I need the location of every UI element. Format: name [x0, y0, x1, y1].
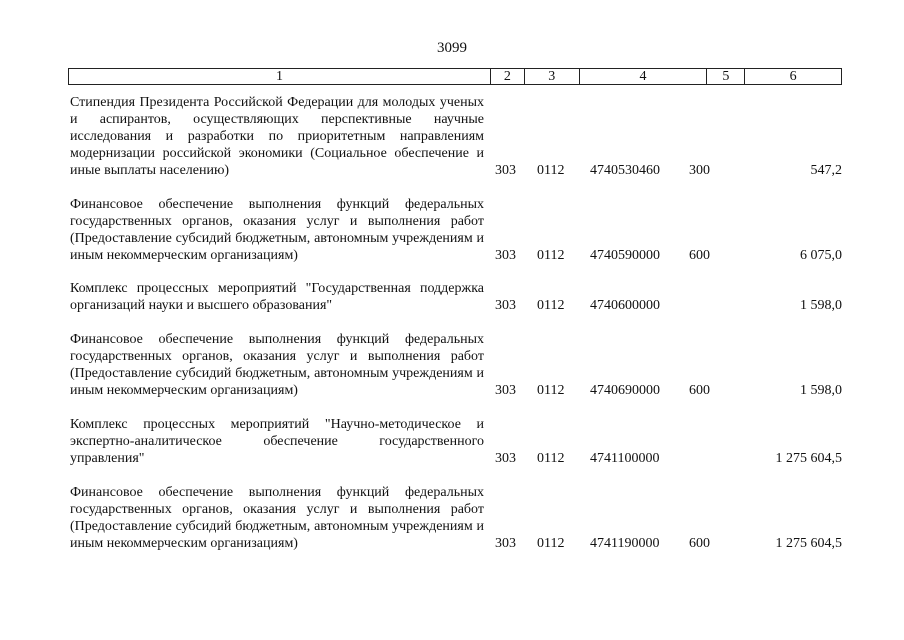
row-kvsr: 303: [495, 536, 516, 551]
row-csr: 4740690000: [590, 383, 660, 398]
row-description: Финансовое обеспечение выполнения функций федеральных государственных органов, оказания услуг и выполнения работ (Предоставление субсидий бюджетным, автономным учреждениям и иным некоммерческим организациям): [70, 485, 484, 551]
row-csr: 4740590000: [590, 248, 660, 263]
page-number: 3099: [437, 40, 467, 56]
row-vr: 300: [689, 163, 710, 178]
table-row: [68, 331, 842, 399]
column-header-6: 6: [789, 69, 797, 84]
row-sum: 1 598,0: [800, 383, 842, 398]
row-kvsr: 303: [495, 383, 516, 398]
row-sum: 1 275 604,5: [775, 451, 842, 466]
row-vr: 600: [689, 536, 710, 551]
row-rz: 0112: [537, 163, 565, 178]
column-header-5: 5: [707, 69, 745, 84]
table-row: [68, 280, 842, 314]
row-rz: 0112: [537, 383, 565, 398]
table-row: [68, 484, 842, 552]
row-rz: 0112: [537, 536, 565, 551]
column-header-2: 2: [491, 69, 525, 84]
row-description: Комплекс процессных мероприятий "Научно-методическое и экспертно-аналитическое обеспечение государственного управления": [70, 417, 484, 466]
row-rz: 0112: [537, 298, 565, 313]
column-header-3: 3: [525, 69, 580, 84]
row-rz: 0112: [537, 451, 565, 466]
table-row: [68, 94, 842, 179]
row-vr: 600: [689, 248, 710, 263]
table-row: [68, 416, 842, 467]
row-vr: 600: [689, 383, 710, 398]
row-sum: 547,2: [810, 163, 842, 178]
row-description: Финансовое обеспечение выполнения функций федеральных государственных органов, оказания услуг и выполнения работ (Предоставление субсидий бюджетным, автономным учреждениям и иным некоммерческим организациям): [70, 197, 484, 263]
table-row: [68, 196, 842, 264]
row-sum: 1 275 604,5: [775, 536, 842, 551]
table-header: [68, 68, 842, 85]
row-csr: 4740530460: [590, 163, 660, 178]
row-csr: 4741190000: [590, 536, 660, 551]
row-description: Комплекс процессных мероприятий "Государственная поддержка организаций науки и высшего образования": [70, 281, 484, 313]
row-description: Финансовое обеспечение выполнения функций федеральных государственных органов, оказания услуг и выполнения работ (Предоставление субсидий бюджетным, автономным учреждениям и иным некоммерческим организациям): [70, 332, 484, 398]
row-kvsr: 303: [495, 163, 516, 178]
row-sum: 1 598,0: [800, 298, 842, 313]
row-description: Стипендия Президента Российской Федерации для молодых ученых и аспирантов, осуществляющих перспективные научные исследования и разработки по приоритетным направлениям модернизации российской экономики (Социальное обеспечение и иные выплаты населению): [70, 95, 484, 178]
column-header-1: 1: [69, 69, 491, 84]
row-sum: 6 075,0: [800, 248, 842, 263]
row-csr: 4740600000: [590, 298, 660, 313]
row-kvsr: 303: [495, 298, 516, 313]
row-csr: 4741100000: [590, 451, 660, 466]
column-header-4: 4: [580, 69, 708, 84]
row-rz: 0112: [537, 248, 565, 263]
row-kvsr: 303: [495, 248, 516, 263]
row-kvsr: 303: [495, 451, 516, 466]
